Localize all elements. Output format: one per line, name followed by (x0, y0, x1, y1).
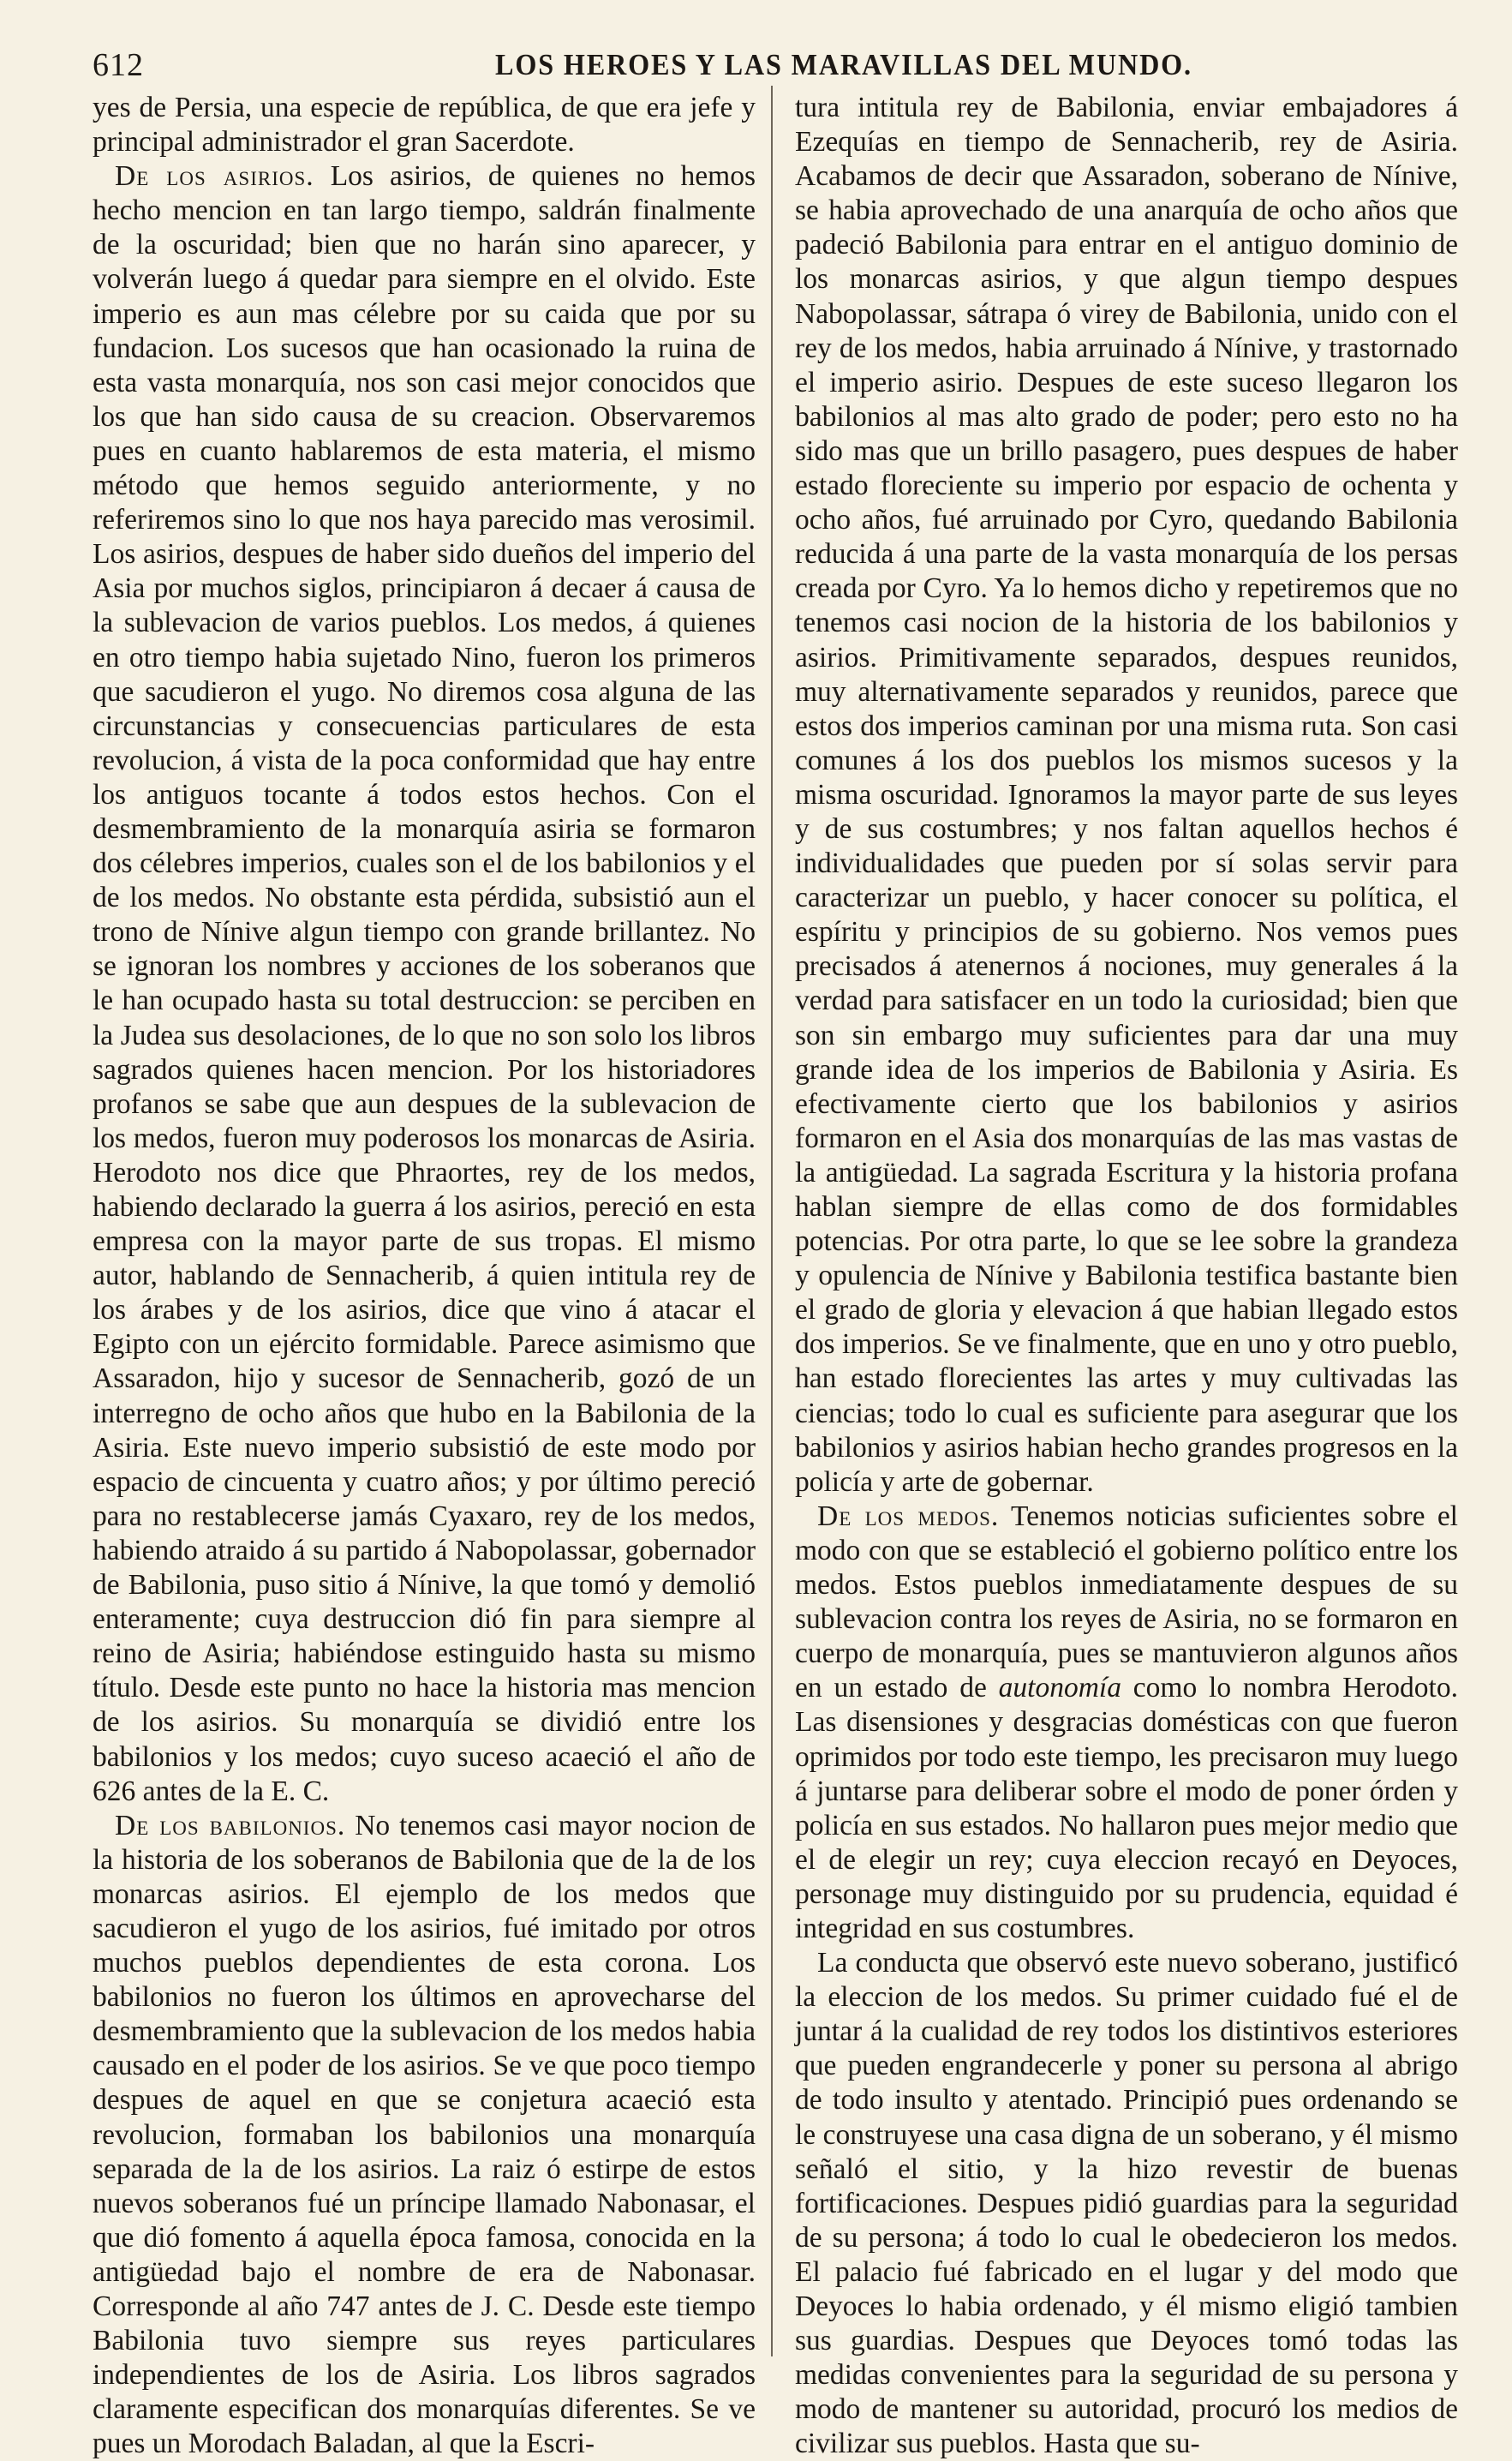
paragraph-continuation: yes de Persia, una especie de república, de que era jefe y principal administrador el gran Sacerdote. (93, 92, 756, 159)
paragraph-text: Los asirios, de quienes no hemos hecho mencion en tan largo tiempo, saldrán finalmente de la oscuridad; bien que no harán sino aparecer, y volverán luego á quedar para siempre en el olvido. Este imperio es aun mas célebre por su caida que por su fundacion. Los sucesos que han ocasionado la ruina de esta vasta monarquía, nos son casi mejor conocidos que los que han sido causa de su creacion. Observaremos pues en cuanto hablaremos de esta materia, el mismo método que hemos seguido anteriormente, y no referiremos sino lo que nos haya parecido mas verosimil. Los asirios, despues de haber sido dueños del imperio del Asia por muchos siglos, principiaron á decaer á causa de la sublevacion de varios pueblos. Los medos, á quienes en otro tiempo habia sujetado Nino, fueron los primeros que sacudieron el yugo. No diremos cosa alguna de las circunstancias y consecuencias particulares de esta revolucion, á vista de la poca conformidad que hay entre los antiguos tocante á todos estos hechos. Con el desmembramiento de la monarquía asiria se formaron dos célebres imperios, cuales son el de los babilonios y el de los medos. No obstante esta pérdida, subsistió aun el trono de Nínive algun tiempo con grande brillantez. No se ignoran los nombres y acciones de los soberanos que le han ocupado hasta su total destruccion: se perciben en la Judea sus desolaciones, de lo que no son solo los libros sagrados quienes hacen mencion. Por los historiadores profanos se sabe que aun despues de la sublevacion de los medos, fueron muy poderosos los monarcas de Asiria. Herodoto nos dice que Phraortes, rey de los medos, habiendo declarado la guerra á los asirios, pereció en esta empresa con la mayor parte de sus tropas. El mismo autor, hablando de Sennacherib, á quien intitula rey de los árabes y de los asirios, dice que vino á atacar el Egipto con un ejército formidable. Parece asimismo que Assaradon, hijo y sucesor de Sennacherib, gozó de un interregno de ocho años que hubo en la Babilonia de la Asiria. Este nuevo imperio subsistió de este modo por espacio de cincuenta y cuatro años; y por último pereció para no restablecerse jamás Cyaxaro, rey de los medos, habiendo atraido á su partido á Nabopolassar, gobernador de Babilonia, puso sitio á Nínive, la que tomó y demolió enteramente; cuya destruccion dió fin para siempre al reino de Asiria; habiéndose estinguido hasta su mismo título. Desde este punto no hace la historia mas mencion de los asirios. Su monarquía se dividió entre los babilonios y los medos; cuyo suceso acaeció el año de 626 antes de la E. C. (93, 160, 756, 1807)
paragraph-text: como lo nombra Herodoto. Las disensiones y desgracias domésticas con que fueron oprimidos por todo este tiempo, les precisaron muy luego á juntarse para deliberar sobre el modo de poner órden y policía en sus estados. No hallaron pues mejor medio que el de elegir un rey; cuya eleccion recayó en Deyoces, personage muy distinguido por su prudencia, equidad é integridad en sus costumbres. (795, 1672, 1458, 1944)
paragraph-medos (795, 1500, 1458, 1946)
section-heading-medos: De los medos. (817, 1500, 1000, 1532)
column-divider (771, 86, 773, 2356)
paragraph-deyoces: La conducta que observó este nuevo soberano, justificó la eleccion de los medos. Su primer cuidado fué el de juntar á la cualidad de rey todos los distintivos esteriores que pueden engrandecerle y poner su persona al abrigo de todo insulto y atentado. Principió pues ordenando se le construyese una casa digna de un soberano, y él mismo señaló el sitio, y la hizo revestir de buenas fortificaciones. Despues pidió guardias para la seguridad de su persona; á todo lo cual le obedecieron los medos. El palacio fué fabricado en el lugar y del modo que Deyoces lo habia ordenado, y él mismo eligió tambien sus guardias. Despues que Deyoces tomó todas las medidas convenientes para la seguridad de su persona y modo de mantener su autoridad, procuró los medios de civilizar sus pueblos. Hasta que su- (795, 1947, 1458, 2460)
italic-term: autonomía (998, 1672, 1121, 1704)
right-column (795, 91, 1458, 2461)
running-title: LOS HEROES Y LAS MARAVILLAS DEL MUNDO. (495, 48, 1192, 81)
section-heading-babilonios: De los babilonios. (115, 1809, 346, 1841)
left-column (93, 91, 756, 2461)
paragraph-continuation: tura intitula rey de Babilonia, enviar embajadores á Ezequías en tiempo de Sennacherib, rey de Asiria. Acabamos de decir que Assaradon, soberano de Nínive, se habia aprovechado de una anarquía de ocho años que padeció Babilonia para entrar en el antiguo dominio de los monarcas asirios, y que algun tiempo despues Nabopolassar, sátrapa ó virey de Babilonia, unido con el rey de los medos, habia arruinado á Nínive, y trastornado el imperio asirio. Despues de este suceso llegaron los babilonios al mas alto grado de poder; pero esto no ha sido mas que un brillo pasagero, pues despues de haber estado floreciente su imperio por espacio de ochenta y ocho años, fué arruinado por Cyro, quedando Babilonia reducida á una parte de la vasta monarquía de los persas creada por Cyro. Ya lo hemos dicho y repetiremos que no tenemos casi nocion de la historia de los babilonios y asirios. Primitivamente separados, despues reunidos, muy alternativamente separados y reunidos, parece que estos dos imperios caminan por una misma ruta. Son casi comunes á los dos pueblos los mismos sucesos y la misma oscuridad. Ignoramos la mayor parte de sus leyes y de sus costumbres; y nos faltan aquellos hechos é individualidades que pueden por sí solas servir para caracterizar un pueblo, y hacer conocer su política, el espíritu y principios de su gobierno. Nos vemos pues precisados á atenernos á nociones, muy generales á la verdad para satisfacer en un todo la curiosidad; bien que son sin embargo muy suficientes para dar una muy grande idea de los imperios de Babilonia y Asiria. Es efectivamente cierto que los babilonios y asirios formaron en el Asia dos monarquías de las mas vastas de la antigüedad. La sagrada Escritura y la historia profana hablan siempre de ellas como de dos formidables potencias. Por otra parte, lo que se lee sobre la grandeza y opulencia de Nínive y Babilonia testifica bastante bien el grado de gloria y elevacion á que habian llegado estos dos imperios. Se ve finalmente, que en uno y otro pueblo, han estado florecientes las artes y muy cultivadas las ciencias; todo lo cual es suficiente para asegurar que los babilonios y asirios habian hecho grandes progresos en la policía y arte de gobernar. (795, 92, 1458, 1498)
section-heading-asirios: De los asirios. (115, 160, 314, 193)
page-number: 612 (93, 47, 144, 83)
paragraph-text: No tenemos casi mayor nocion de la historia de los soberanos de Babilonia que de la de los monarcas asirios. El ejemplo de los medos que sacudieron el yugo de los asirios, fué imitado por otros muchos pueblos dependientes de esta corona. Los babilonios no fueron los últimos en aprovecharse del desmembramiento que la sublevacion de los medos habia causado en el poder de los asirios. Se ve que poco tiempo despues de aquel en que se conjetura acaeció esta revolucion, formaban los babilonios una monarquía separada de la de los asirios. La raiz ó estirpe de estos nuevos soberanos fué un príncipe llamado Nabonasar, el que dió fomento á aquella época famosa, conocida en la antigüedad bajo el nombre de era de Nabonasar. Corresponde al año 747 antes de J. C. Desde este tiempo Babilonia tuvo siempre sus reyes particulares independientes de los de Asiria. Los libros sagrados claramente especifican dos monarquías diferentes. Se ve pues un Morodach Baladan, al que la Escri- (93, 1809, 756, 2460)
paragraph-babilonios (93, 1809, 756, 2461)
paragraph-text: Tenemos noticias suficientes sobre el modo con que se estableció el gobierno político entre los medos. Estos pueblos inmediatamente despues de su sublevacion contra los reyes de Asiria, no se formaron en cuerpo de monarquía, pues se mantuvieron algunos años en un estado de (795, 1500, 1458, 1704)
paragraph-asirios (93, 159, 756, 1809)
page-header (93, 43, 1403, 91)
